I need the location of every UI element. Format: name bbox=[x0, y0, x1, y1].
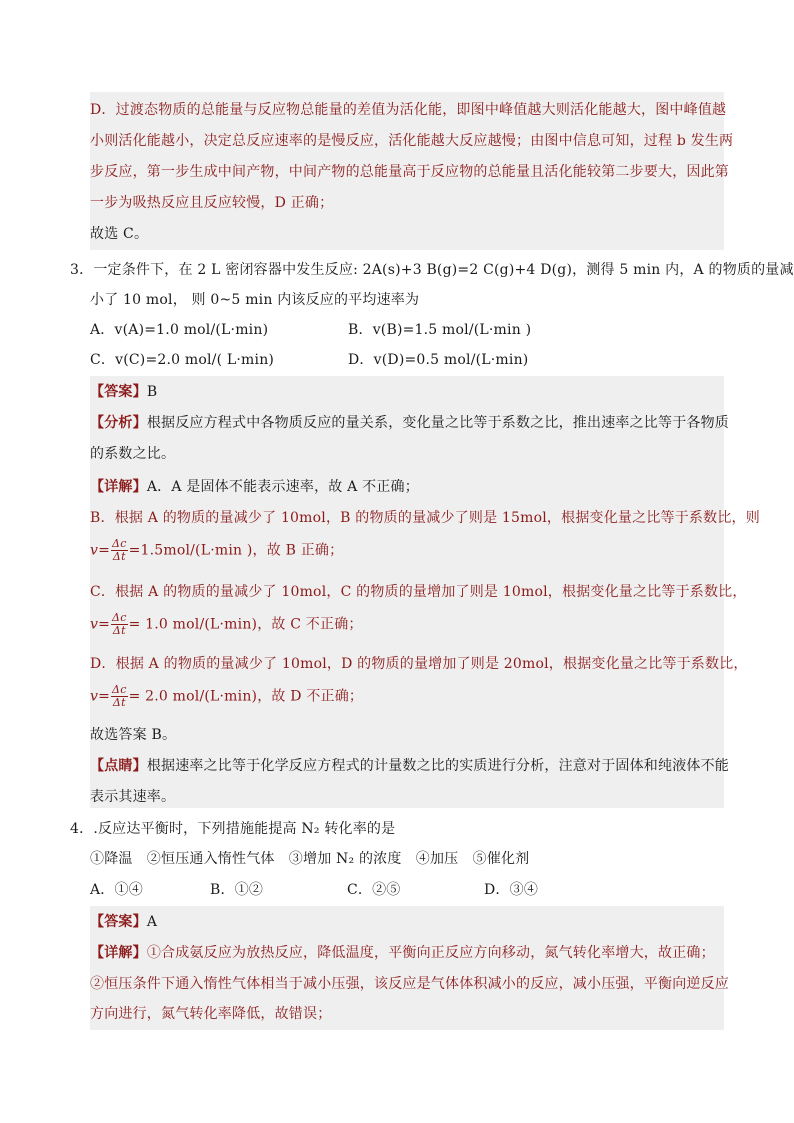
detail-tag: 【详解】 bbox=[90, 945, 147, 961]
q2-text-line: D．过渡态物质的总能量与反应物总能量的差值为活化能，即图中峰值越大则活化能越大，图中峰值越 bbox=[90, 102, 727, 118]
q4-stem bbox=[70, 819, 395, 839]
delta-fraction: $\frac{\Delta c}{\Delta t}$ bbox=[112, 611, 127, 637]
analysis-tag: 【分析】 bbox=[90, 415, 147, 431]
q4-detail bbox=[90, 943, 715, 963]
q3-tip-line2: 表示其速率。 bbox=[90, 789, 176, 805]
detail-tag: 【详解】 bbox=[90, 479, 147, 495]
tip-tag: 【点睛】 bbox=[90, 758, 147, 774]
q3-option-a: A．v(A)=1.0 mol/(L·min) bbox=[90, 322, 269, 338]
q3-detail-a bbox=[90, 477, 419, 497]
q2-conclusion: 故选 C。 bbox=[90, 226, 149, 242]
tip-text: 根据速率之比等于化学反应方程式的计量数之比的实质进行分析，注意对于固体和纯液体不能 bbox=[146, 758, 730, 774]
q3-option-c: C．v(C)=2.0 mol/( L·min) bbox=[90, 352, 275, 368]
q3-option-b: B．v(B)=1.5 mol/(L·min ) bbox=[348, 322, 532, 338]
q3-answer bbox=[90, 382, 157, 402]
v-symbol: v= bbox=[90, 688, 111, 705]
q3-stem-text: 一定条件下，在 2 L 密闭容器中发生反应: 2A(s)+3 B(g)=2 C(g)+4 D(g)，测得 5 min 内，A 的物质的量减 bbox=[93, 262, 794, 278]
q3-detail-c-formula: v= $\frac{\Delta c}{\Delta t}$ = 1.0 mol/(L·min)，故 C 不正确； bbox=[90, 611, 363, 637]
q4-stem-text: .反应达平衡时，下列措施能提高 N₂ 转化率的是 bbox=[93, 821, 396, 837]
q4-option-d: D．③④ bbox=[484, 882, 539, 898]
q3-conclusion: 故选答案 B。 bbox=[90, 727, 177, 743]
q4-option-b: B．①② bbox=[210, 882, 264, 898]
v-symbol: v= bbox=[90, 542, 111, 559]
q3-tip bbox=[90, 756, 729, 776]
q3-detail-c: C．根据 A 的物质的量减少了 10mol，C 的物质的量增加了则是 10mol，根据变化量之比等于系数比， bbox=[90, 584, 747, 600]
q3-analysis bbox=[90, 413, 729, 433]
v-symbol: v= bbox=[90, 616, 111, 633]
q4-measures: ①降温 ②恒压通入惰性气体 ③增加 N₂ 的浓度 ④加压 ⑤催化剂 bbox=[90, 851, 530, 867]
q3-number: 3． bbox=[70, 262, 94, 278]
q3-stem-line2: 小了 10 mol， 则 0~5 min 内该反应的平均速率为 bbox=[90, 292, 420, 308]
q3-detail-d: D．根据 A 的物质的量减少了 10mol，D 的物质的量增加了则是 20mol，根据变化量之比等于系数比， bbox=[90, 656, 748, 672]
delta-fraction: $\frac{\Delta c}{\Delta t}$ bbox=[112, 537, 127, 563]
q3-stem-line1 bbox=[70, 260, 794, 280]
detail-text: ①合成氨反应为放热反应，降低温度，平衡向正反应方向移动，氮气转化率增大，故正确； bbox=[146, 945, 715, 961]
q3-analysis-line2: 的系数之比。 bbox=[90, 446, 176, 462]
answer-tag: 【答案】 bbox=[90, 914, 147, 930]
q2-text-line: 一步为吸热反应且反应较慢，D 正确； bbox=[90, 195, 334, 211]
q4-detail-line3: 方向进行，氮气转化率降低，故错误； bbox=[90, 1006, 332, 1022]
q4-answer bbox=[90, 912, 157, 932]
analysis-text: 根据反应方程式中各物质反应的量关系，变化量之比等于系数之比，推出速率之比等于各物质 bbox=[146, 415, 730, 431]
q3-option-d: D．v(D)=0.5 mol/(L·min) bbox=[348, 352, 529, 368]
answer-value: B bbox=[146, 384, 158, 400]
detail-a-text: A．A 是固体不能表示速率，故 A 不正确； bbox=[146, 479, 419, 495]
q3-detail-b: B．根据 A 的物质的量减少了 10mol，B 的物质的量减少了则是 15mol，根据变化量之比等于系数比，则 bbox=[90, 510, 760, 526]
delta-fraction: $\frac{\Delta c}{\Delta t}$ bbox=[112, 683, 127, 709]
q3-detail-b-formula: v= $\frac{\Delta c}{\Delta t}$ =1.5mol/(L·min )，故 B 正确； bbox=[90, 537, 344, 563]
q4-detail-line2: ②恒压条件下通入惰性气体相当于减小压强，该反应是气体体积减小的反应，减小压强，平衡向逆反应 bbox=[90, 976, 729, 992]
answer-tag: 【答案】 bbox=[90, 384, 147, 400]
q2-text-line: 步反应，第一步生成中间产物，中间产物的总能量高于反应物的总能量且活化能较第二步要大，因此第 bbox=[90, 164, 729, 180]
answer-value: A bbox=[146, 914, 158, 930]
q4-number: 4． bbox=[70, 821, 94, 837]
q4-option-c: C．②⑤ bbox=[347, 882, 401, 898]
q2-text-line: 小则活化能越小，决定总反应速率的是慢反应，活化能越大反应越慢；由图中信息可知，过程 b 发生两 bbox=[90, 133, 734, 149]
q4-option-a: A．①④ bbox=[90, 882, 143, 898]
q3-detail-d-formula: v= $\frac{\Delta c}{\Delta t}$ = 2.0 mol/(L·min)，故 D 不正确； bbox=[90, 683, 364, 709]
